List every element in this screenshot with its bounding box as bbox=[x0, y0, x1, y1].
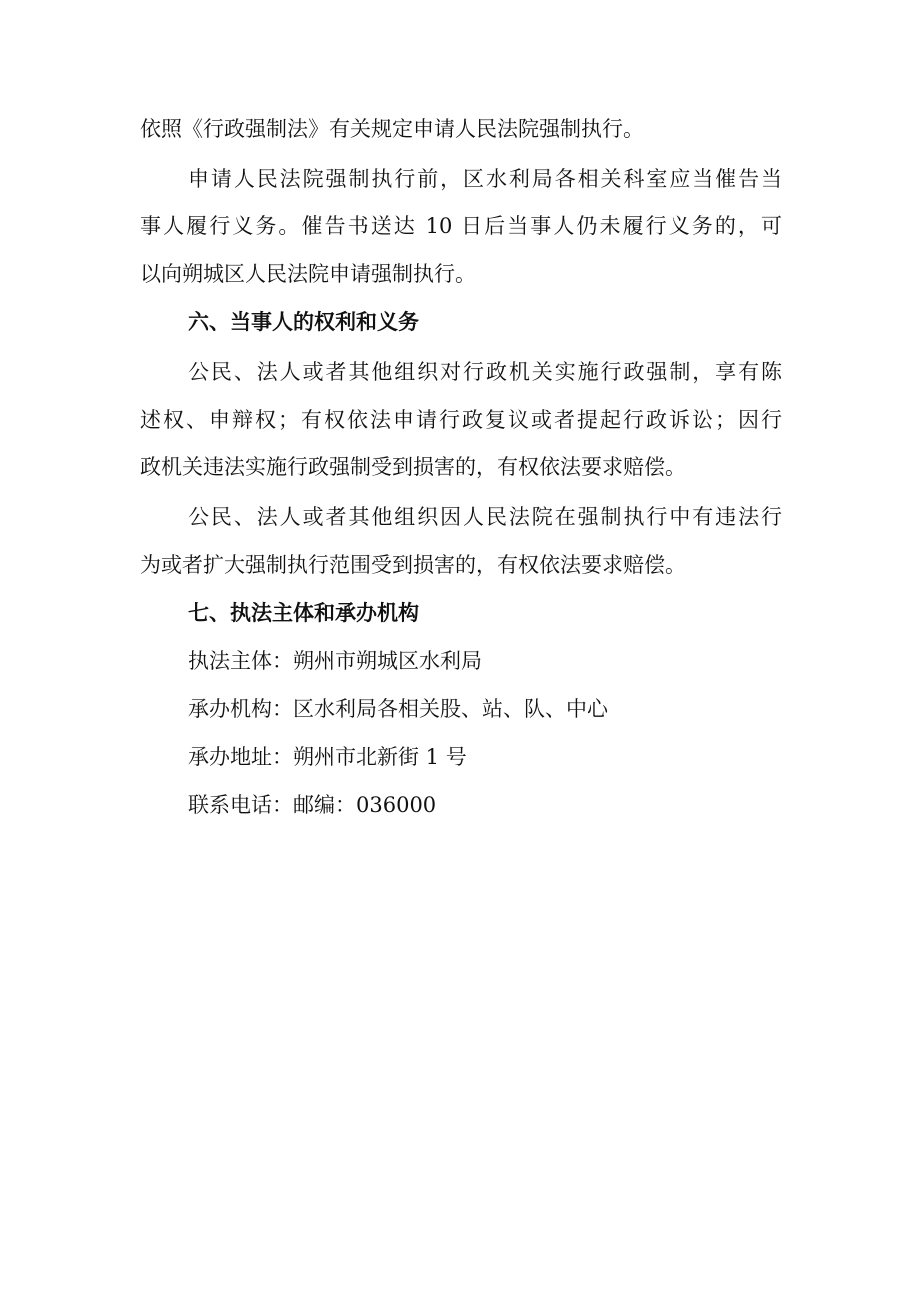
rights-paragraph-line-3: 政机关违法实施行政强制受到损害的，有权依法要求赔偿。 bbox=[140, 455, 686, 479]
contact-info: 联系电话：邮编：036000 bbox=[188, 793, 437, 817]
handling-address: 承办地址：朔州市北新街 1 号 bbox=[188, 745, 467, 769]
reminder-paragraph-line-1: 申请人民法院强制执行前，区水利局各相关科室应当催告当 bbox=[188, 167, 782, 191]
section-6-heading: 六、当事人的权利和义务 bbox=[188, 310, 419, 334]
compensation-paragraph-line-2: 为或者扩大强制执行范围受到损害的，有权依法要求赔偿。 bbox=[140, 553, 686, 577]
compensation-paragraph-line-1: 公民、法人或者其他组织因人民法院在强制执行中有违法行 bbox=[188, 505, 782, 529]
enforcement-subject: 执法主体：朔州市朔城区水利局 bbox=[188, 649, 482, 673]
rights-paragraph-line-1: 公民、法人或者其他组织对行政机关实施行政强制，享有陈 bbox=[188, 360, 782, 384]
handling-agency: 承办机构：区水利局各相关股、站、队、中心 bbox=[188, 697, 608, 721]
rights-paragraph-line-2: 述权、申辩权；有权依法申请行政复议或者提起行政诉讼；因行 bbox=[140, 408, 782, 432]
intro-paragraph-line-1: 依照《行政强制法》有关规定申请人民法院强制执行。 bbox=[140, 117, 644, 141]
reminder-paragraph-line-3: 以向朔城区人民法院申请强制执行。 bbox=[140, 262, 476, 286]
reminder-paragraph-line-2: 事人履行义务。催告书送达 10 日后当事人仍未履行义务的，可 bbox=[140, 214, 782, 238]
section-7-heading: 七、执法主体和承办机构 bbox=[188, 601, 419, 625]
